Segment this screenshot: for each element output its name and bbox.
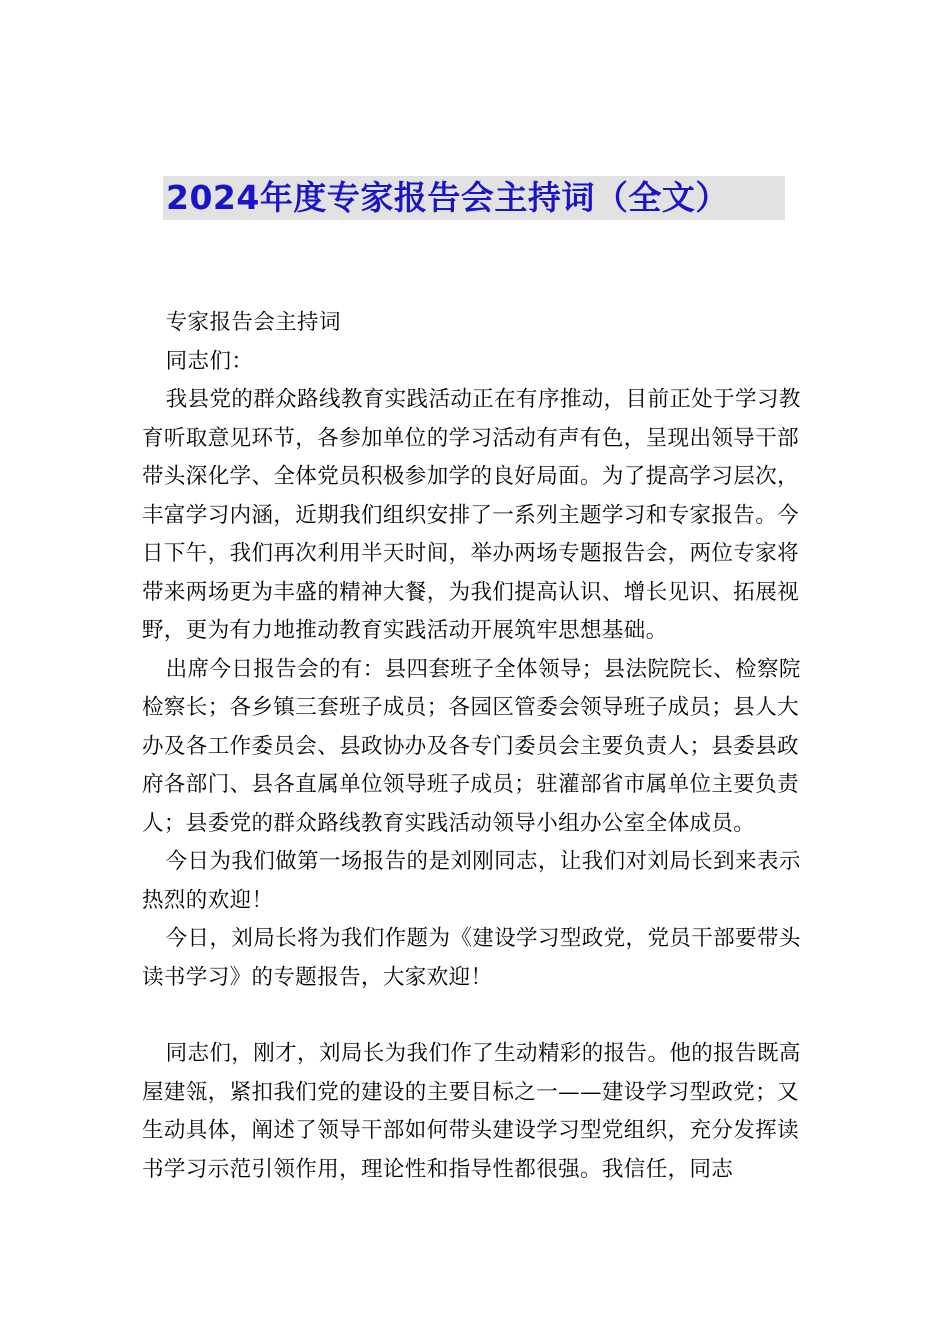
paragraph-intro: 我县党的群众路线教育实践活动正在有序推动，目前正处于学习教育听取意见环节，各参加单位的学习活动有声有色，呈现出领导干部带头深化学、全体党员积极参加学的良好局面。为了提高学习层次，丰富学习内涵，近期我们组织安排了一系列主题学习和专家报告。今日下午，我们再次利用半天时间，举办两场专题报告会，两位专家将带来两场更为丰盛的精神大餐，为我们提高认识、增长见识、拓展视野，更为有力地推动教育实践活动开展筑牢思想基础。 <box>142 387 801 643</box>
paragraph-attendees: 出席今日报告会的有：县四套班子全体领导；县法院院长、检察院检察长；各乡镇三套班子成员；各园区管委会领导班子成员；县人大办及各工作委员会、县政协办及各专门委员会主要负责人；县委县政府各部门、县各直属单位领导班子成员；驻灌部省市属单位主要负责人；县委党的群众路线教育实践活动领导小组办公室全体成员。 <box>142 656 801 836</box>
document-title: 2024年度专家报告会主持词（全文） <box>166 178 729 217</box>
section-heading: 专家报告会主持词 <box>165 310 341 335</box>
title-highlight <box>163 176 785 220</box>
paragraph-report-topic: 今日，刘局长将为我们作题为《建设学习型政党，党员干部要带头读书学习》的专题报告，大家欢迎！ <box>142 926 801 990</box>
document-body <box>142 304 812 1189</box>
paragraph-welcome: 今日为我们做第一场报告的是刘刚同志，让我们对刘局长到来表示热烈的欢迎！ <box>142 849 801 913</box>
paragraph-summary: 同志们，刚才，刘局长为我们作了生动精彩的报告。他的报告既高屋建瓴，紧扣我们党的建设的主要目标之一——建设学习型政党；又生动具体，阐述了领导干部如何带头建设学习型党组织，充分发挥读书学习示范引领作用，理论性和指导性都很强。我信任，同志 <box>142 1041 801 1182</box>
salutation: 同志们： <box>165 348 254 374</box>
